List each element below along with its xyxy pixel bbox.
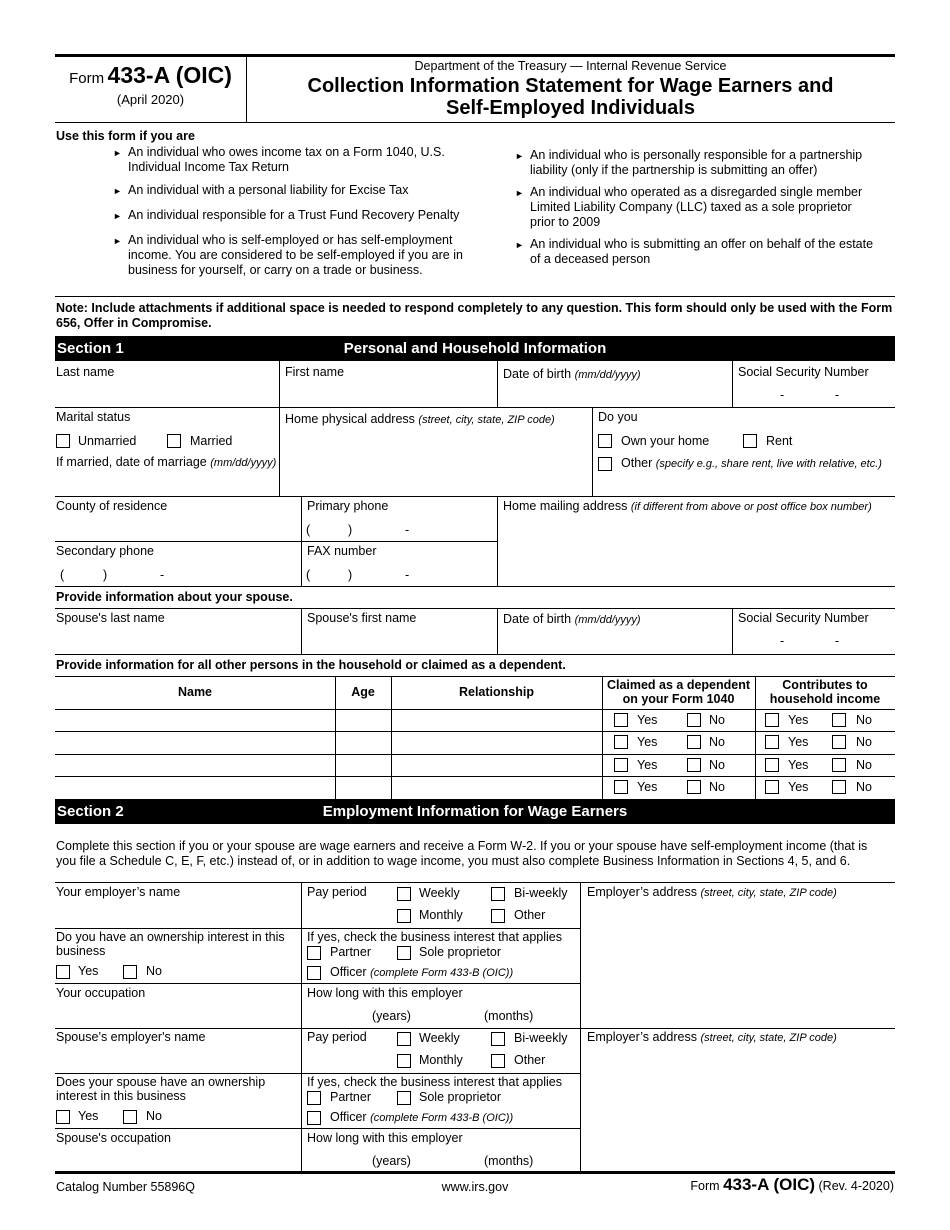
taxpayer-monthly-label: Monthly	[419, 908, 463, 922]
spouse-partner-checkbox[interactable]	[307, 1091, 321, 1105]
home-address-hint: (street, city, state, ZIP code)	[418, 414, 555, 426]
spouse-sole-proprietor-checkbox[interactable]	[397, 1091, 411, 1105]
mailing-address-hint: (if different from above or post office box number)	[630, 501, 872, 513]
spouse-ownership-question-line2: interest in this business	[56, 1089, 186, 1103]
taxpayer-officer-hint: (complete Form 433-B (OIC))	[370, 967, 514, 979]
spouse-biweekly-label: Bi-weekly	[514, 1031, 568, 1045]
dependent-no-label: No	[709, 735, 725, 749]
home-address-field[interactable]	[285, 412, 555, 426]
primary-phone-paren-open: (	[306, 523, 311, 537]
section1-label: Section 1	[57, 340, 124, 357]
taxpayer-officer-text: Officer	[330, 965, 367, 979]
footer-revision: (Rev. 4-2020)	[818, 1179, 894, 1193]
intro-left-bullet-text: An individual with a personal liability for Excise Tax	[128, 183, 409, 197]
taxpayer-other-checkbox[interactable]	[491, 909, 505, 923]
spouse-sole-proprietor-label: Sole proprietor	[419, 1090, 501, 1104]
contributes-no-checkbox[interactable]	[832, 758, 846, 772]
contributes-no-label: No	[856, 735, 872, 749]
col-header-name: Name	[177, 685, 213, 699]
section1-title: Personal and Household Information	[343, 340, 607, 357]
dependent-yes-checkbox[interactable]	[614, 713, 628, 727]
col-header-dependent-line2: on your Form 1040	[622, 692, 735, 706]
col-header-contributes-line2: household income	[769, 692, 881, 706]
other-housing-field[interactable]	[621, 456, 882, 470]
form-word: Form	[69, 70, 105, 87]
spouse-ownership-yes-checkbox[interactable]	[56, 1110, 70, 1124]
taxpayer-sole-proprietor-label: Sole proprietor	[419, 945, 501, 959]
intro-right-bullet-text: prior to 2009	[530, 215, 601, 229]
fax-dash: -	[405, 568, 410, 582]
intro-left-bullet-text: Individual Income Tax Return	[128, 160, 289, 174]
intro-left-bullet-text: An individual who owes income tax on a Form 1040, U.S.	[128, 145, 445, 159]
taxpayer-ownership-question-line1: Do you have an ownership interest in this	[56, 930, 285, 944]
dependent-no-label: No	[709, 713, 725, 727]
own-home-label: Own your home	[621, 434, 710, 448]
section2-title: Employment Information for Wage Earners	[322, 803, 628, 820]
contributes-yes-label: Yes	[788, 735, 809, 749]
marital-status-label: Marital status	[56, 410, 131, 424]
taxpayer-weekly-label: Weekly	[419, 886, 460, 900]
fax-paren-close: )	[348, 568, 353, 582]
form-date: (April 2020)	[116, 92, 185, 107]
section2-bar	[55, 799, 895, 824]
spouse-monthly-label: Monthly	[419, 1053, 463, 1067]
bullet-arrow-icon: ►	[113, 186, 122, 196]
dependent-no-checkbox[interactable]	[687, 713, 701, 727]
contributes-no-label: No	[856, 780, 872, 794]
first-name-field[interactable]: First name	[285, 365, 345, 379]
spouse-last-name-field[interactable]: Spouse's last name	[56, 611, 165, 625]
spouse-employer-address-hint: (street, city, state, ZIP code)	[700, 1032, 837, 1044]
form-number-block	[55, 62, 246, 107]
note-line2: 656, Offer in Compromise.	[56, 316, 212, 330]
spouse-ssn-dash-1: -	[780, 634, 785, 648]
spouse-first-name-field[interactable]: Spouse's first name	[307, 611, 417, 625]
married-label: Married	[190, 434, 233, 448]
footer-form-id	[690, 1175, 894, 1195]
spouse-weekly-checkbox[interactable]	[397, 1032, 411, 1046]
page-title-line2: Self-Employed Individuals	[446, 97, 695, 119]
col-header-dependent	[602, 678, 755, 706]
fax-paren-open: (	[306, 568, 311, 582]
dependent-no-label: No	[709, 780, 725, 794]
dob-hint: (mm/dd/yyyy)	[574, 369, 641, 381]
spouse-ownership-no-checkbox[interactable]	[123, 1110, 137, 1124]
taxpayer-sole-proprietor-checkbox[interactable]	[397, 946, 411, 960]
marriage-date-hint: (mm/dd/yyyy)	[210, 457, 277, 469]
home-address-label: Home physical address	[285, 412, 415, 426]
taxpayer-weekly-checkbox[interactable]	[397, 887, 411, 901]
dependent-yes-label: Yes	[637, 735, 658, 749]
unmarried-checkbox[interactable]	[56, 434, 70, 448]
county-field[interactable]: County of residence	[56, 499, 168, 513]
contributes-yes-checkbox[interactable]	[765, 780, 779, 794]
spouse-months-field[interactable]: (months)	[484, 1154, 534, 1168]
bullet-arrow-icon: ►	[515, 151, 524, 161]
taxpayer-employer-address-field[interactable]	[587, 885, 837, 899]
ssn-field[interactable]: Social Security Number	[738, 365, 869, 379]
spouse-officer-text: Officer	[330, 1110, 367, 1124]
intro-right-bullet-text: An individual who operated as a disregarded single member	[530, 185, 863, 199]
spouse-dob-label: Date of birth	[503, 612, 572, 626]
spouse-business-interest-label: If yes, check the business interest that applies	[307, 1075, 562, 1089]
taxpayer-ownership-no-checkbox[interactable]	[123, 965, 137, 979]
taxpayer-employer-address-hint: (street, city, state, ZIP code)	[700, 887, 837, 899]
spouse-other-label: Other	[514, 1053, 546, 1067]
intro-left-bullet-text: income. You are considered to be self-employed if you are in	[128, 248, 463, 262]
intro-heading: Use this form if you are	[56, 129, 195, 143]
section2-intro-line1: Complete this section if you or your spouse are wage earners and receive a Form W-2. If you or your spouse have self-employment income (that is	[56, 839, 868, 853]
spouse-officer-hint: (complete Form 433-B (OIC))	[370, 1112, 514, 1124]
taxpayer-biweekly-label: Bi-weekly	[514, 886, 568, 900]
spouse-partner-label: Partner	[330, 1090, 371, 1104]
taxpayer-other-label: Other	[514, 908, 546, 922]
intro-right-bullet-text: An individual who is personally responsible for a partnership	[530, 148, 863, 162]
spouse-occupation-field[interactable]: Spouse's occupation	[56, 1131, 171, 1145]
spouse-employer-name-field[interactable]: Spouse’s employer's name	[56, 1030, 206, 1044]
contributes-yes-label: Yes	[788, 758, 809, 772]
catalog-number: Catalog Number 55896Q	[56, 1180, 195, 1194]
married-checkbox[interactable]	[167, 434, 181, 448]
unmarried-label: Unmarried	[78, 434, 137, 448]
section2-label: Section 2	[57, 803, 124, 820]
intro-right-bullet-text: An individual who is submitting an offer on behalf of the estate	[530, 237, 874, 251]
taxpayer-ownership-question-line2: business	[56, 944, 106, 958]
contributes-yes-label: Yes	[788, 780, 809, 794]
taxpayer-partner-label: Partner	[330, 945, 371, 959]
ssn-dash-2: -	[835, 388, 840, 402]
spouse-employer-address-label: Employer’s address	[587, 1030, 698, 1044]
bullet-arrow-icon: ►	[515, 188, 524, 198]
intro-right-bullet-text: Limited Liability Company (LLC) taxed as a sole proprietor	[530, 200, 852, 214]
taxpayer-officer-checkbox[interactable]	[307, 966, 321, 980]
spouse-ownership-no-label: No	[146, 1109, 162, 1123]
taxpayer-biweekly-checkbox[interactable]	[491, 887, 505, 901]
mailing-address-label: Home mailing address	[503, 499, 628, 513]
dependent-yes-checkbox[interactable]	[614, 780, 628, 794]
contributes-no-checkbox[interactable]	[832, 713, 846, 727]
form-number: 433-A (OIC)	[107, 62, 232, 88]
own-home-checkbox[interactable]	[598, 434, 612, 448]
intro-right-bullet-text: of a deceased person	[530, 252, 651, 266]
col-header-age: Age	[351, 685, 375, 699]
spouse-ssn-field[interactable]: Social Security Number	[738, 611, 869, 625]
ssn-dash-1: -	[780, 388, 785, 402]
note-line1: Note: Include attachments if additional space is needed to respond completely to any question. This form should only be used with the Form	[56, 301, 893, 315]
taxpayer-ownership-yes-label: Yes	[78, 964, 99, 978]
do-you-label: Do you	[598, 410, 638, 424]
dependent-no-checkbox[interactable]	[687, 780, 701, 794]
dependent-no-checkbox[interactable]	[687, 758, 701, 772]
spouse-ownership-question-line1: Does your spouse have an ownership	[56, 1075, 266, 1089]
taxpayer-ownership-yes-checkbox[interactable]	[56, 965, 70, 979]
col-header-contributes	[755, 678, 895, 706]
spouse-years-field[interactable]: (years)	[372, 1154, 411, 1168]
section2-intro-line2: you file a Schedule C, E, F, etc.) instead of, or in addition to wage income, you must also complete Business Information in Sections 4, 5, and 6.	[56, 854, 851, 868]
rent-checkbox[interactable]	[743, 434, 757, 448]
primary-phone-paren-close: )	[348, 523, 353, 537]
mailing-address-field[interactable]	[503, 499, 872, 513]
contributes-no-checkbox[interactable]	[832, 780, 846, 794]
primary-phone-field[interactable]: Primary phone	[307, 499, 389, 513]
spouse-how-long-label: How long with this employer	[307, 1131, 463, 1145]
bullet-arrow-icon: ►	[113, 148, 122, 158]
spouse-officer-checkbox[interactable]	[307, 1111, 321, 1125]
taxpayer-how-long-label: How long with this employer	[307, 986, 463, 1000]
footer-form-number: 433-A (OIC)	[723, 1175, 816, 1194]
title-block	[246, 59, 895, 119]
spouse-pay-period-label: Pay period	[307, 1030, 367, 1044]
taxpayer-pay-period-label: Pay period	[307, 885, 367, 899]
dependent-yes-label: Yes	[637, 713, 658, 727]
other-housing-hint: (specify e.g., share rent, live with relative, etc.)	[655, 458, 882, 470]
contributes-yes-label: Yes	[788, 713, 809, 727]
bullet-arrow-icon: ►	[515, 240, 524, 250]
taxpayer-employer-name-field[interactable]: Your employer’s name	[56, 885, 181, 899]
dob-label: Date of birth	[503, 367, 572, 381]
taxpayer-occupation-field[interactable]: Your occupation	[56, 986, 146, 1000]
spouse-heading: Provide information about your spouse.	[56, 590, 293, 604]
footer-form-word: Form	[690, 1179, 720, 1193]
secondary-phone-paren-close: )	[103, 568, 108, 582]
dependent-yes-label: Yes	[637, 780, 658, 794]
col-header-dependent-line1: Claimed as a dependent	[606, 678, 751, 692]
dependent-no-checkbox[interactable]	[687, 735, 701, 749]
secondary-phone-dash: -	[160, 568, 165, 582]
taxpayer-business-interest-label: If yes, check the business interest that applies	[307, 930, 562, 944]
dependent-no-label: No	[709, 758, 725, 772]
taxpayer-partner-checkbox[interactable]	[307, 946, 321, 960]
website-link[interactable]: www.irs.gov	[441, 1180, 509, 1194]
taxpayer-monthly-checkbox[interactable]	[397, 909, 411, 923]
col-header-relationship: Relationship	[458, 685, 534, 699]
taxpayer-years-field[interactable]: (years)	[372, 1009, 411, 1023]
other-housing-checkbox[interactable]	[598, 457, 612, 471]
bullet-arrow-icon: ►	[113, 236, 122, 246]
dob-field[interactable]	[503, 367, 641, 381]
secondary-phone-paren-open: (	[60, 568, 65, 582]
agency-line: Department of the Treasury — Internal Revenue Service	[414, 59, 727, 73]
last-name-field[interactable]: Last name	[56, 365, 115, 379]
rent-label: Rent	[766, 434, 793, 448]
spouse-ssn-dash-2: -	[835, 634, 840, 648]
household-heading: Provide information for all other persons in the household or claimed as a dependent.	[56, 658, 566, 672]
dependent-yes-label: Yes	[637, 758, 658, 772]
primary-phone-dash: -	[405, 523, 410, 537]
section1-bar	[55, 336, 895, 361]
spouse-weekly-label: Weekly	[419, 1031, 460, 1045]
secondary-phone-field[interactable]: Secondary phone	[56, 544, 154, 558]
spouse-employer-address-field[interactable]	[587, 1030, 837, 1044]
contributes-yes-checkbox[interactable]	[765, 713, 779, 727]
spouse-dob-hint: (mm/dd/yyyy)	[574, 614, 641, 626]
taxpayer-months-field[interactable]: (months)	[484, 1009, 534, 1023]
taxpayer-officer-label	[330, 965, 513, 979]
dependent-yes-checkbox[interactable]	[614, 758, 628, 772]
spouse-dob-field[interactable]	[503, 612, 641, 626]
page-title-line1: Collection Information Statement for Wage Earners and	[307, 75, 834, 97]
intro-right-bullet-text: liability (only if the partnership is submitting an offer)	[530, 163, 818, 177]
marriage-date-field[interactable]	[56, 455, 276, 469]
marriage-date-label: If married, date of marriage	[56, 455, 207, 469]
contributes-no-checkbox[interactable]	[832, 735, 846, 749]
intro-left-bullet-text: An individual responsible for a Trust Fund Recovery Penalty	[128, 208, 460, 222]
other-housing-label: Other	[621, 456, 653, 470]
intro-left-bullet-text: An individual who is self-employed or has self-employment	[128, 233, 453, 247]
spouse-other-checkbox[interactable]	[491, 1054, 505, 1068]
contributes-yes-checkbox[interactable]	[765, 735, 779, 749]
col-header-contributes-line1: Contributes to	[782, 678, 868, 692]
spouse-monthly-checkbox[interactable]	[397, 1054, 411, 1068]
spouse-ownership-yes-label: Yes	[78, 1109, 99, 1123]
dependent-yes-checkbox[interactable]	[614, 735, 628, 749]
contributes-yes-checkbox[interactable]	[765, 758, 779, 772]
intro-left-bullet-text: business for yourself, or carry on a trade or business.	[128, 263, 423, 277]
taxpayer-ownership-no-label: No	[146, 964, 162, 978]
taxpayer-employer-address-label: Employer’s address	[587, 885, 698, 899]
contributes-no-label: No	[856, 758, 872, 772]
spouse-biweekly-checkbox[interactable]	[491, 1032, 505, 1046]
bullet-arrow-icon: ►	[113, 211, 122, 221]
contributes-no-label: No	[856, 713, 872, 727]
fax-field[interactable]: FAX number	[307, 544, 377, 558]
spouse-officer-label	[330, 1110, 513, 1124]
